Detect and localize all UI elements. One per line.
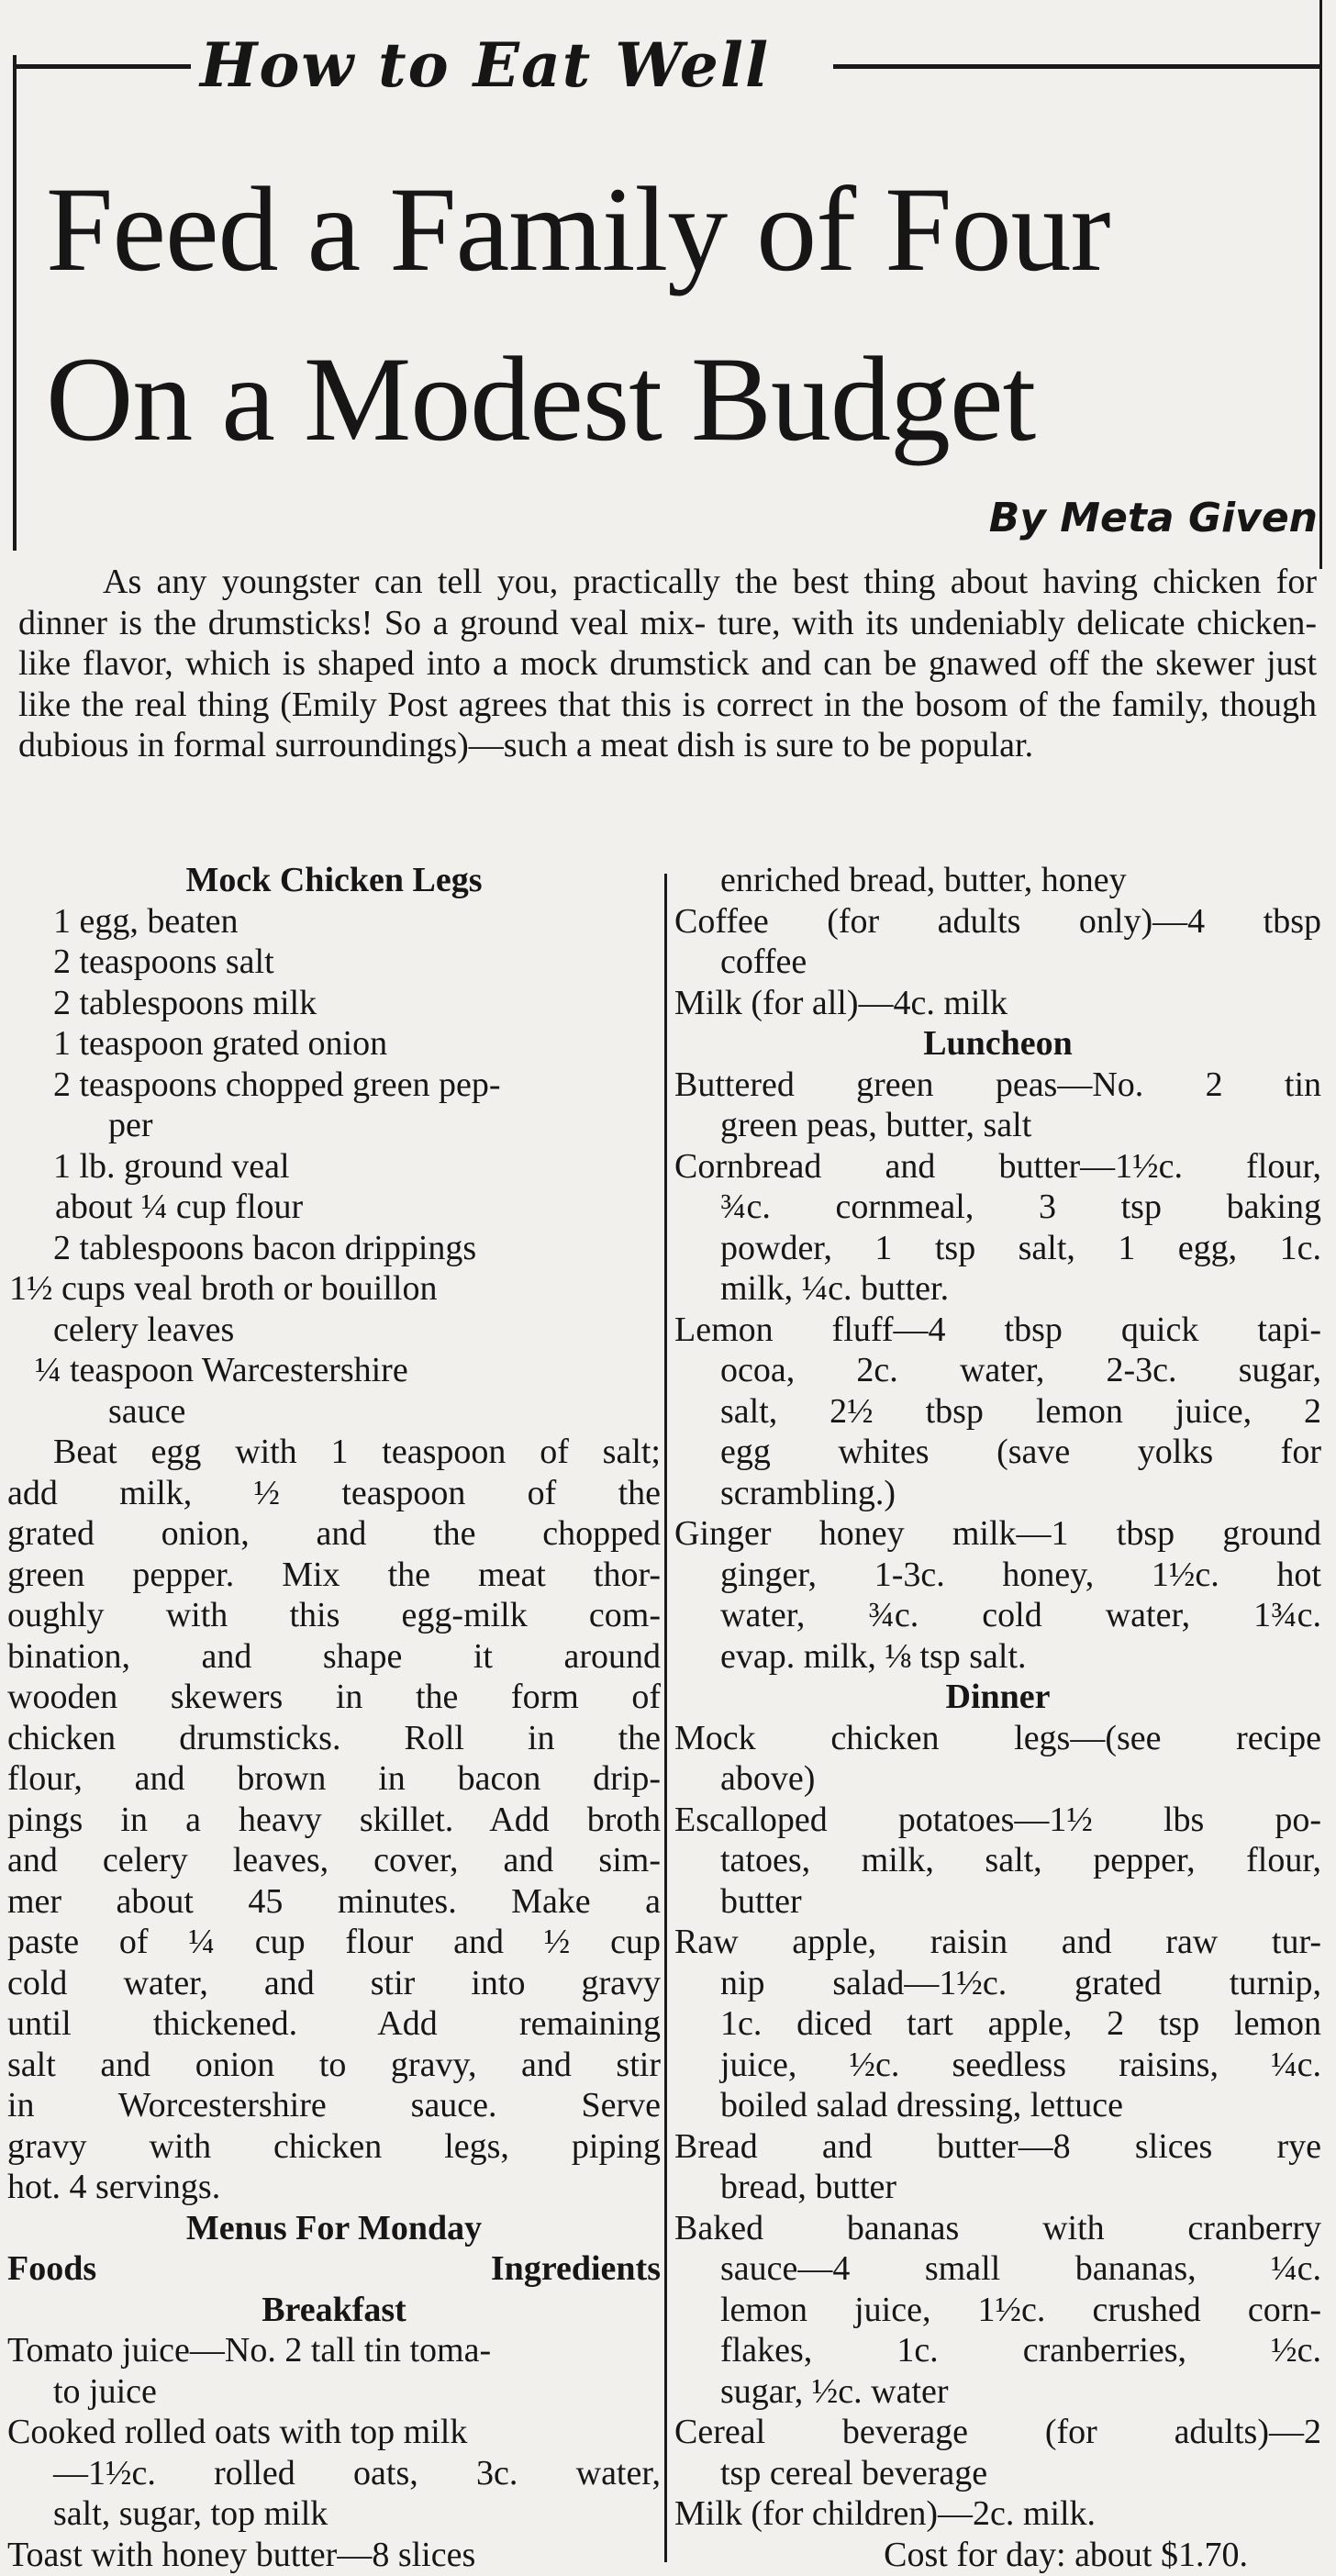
method-line: until thickened. Add remaining — [7, 2004, 661, 2043]
menu-line: Cooked rolled oats with top milk — [7, 2413, 468, 2451]
recipe-title: Mock Chicken Legs — [185, 861, 483, 899]
menu-line: butter — [720, 1881, 802, 1921]
menu-line: salt, 2½ tbsp lemon juice, 2 — [720, 1391, 1321, 1431]
recipe-method — [7, 1432, 661, 2208]
method-line: pings in a heavy skillet. Add broth — [7, 1800, 661, 1839]
headline-line-2: On a Modest Budget — [46, 331, 1036, 466]
ingredient-line: 1 egg, beaten — [53, 901, 239, 941]
menu-line: Bread and butter—8 slices rye — [674, 2126, 1321, 2166]
method-line: hot. 4 servings. — [7, 2168, 221, 2206]
ingredient-line: 1 teaspoon grated onion — [53, 1024, 388, 1063]
method-line: paste of ¼ cup flour and ½ cup — [7, 1923, 661, 1961]
menus-column-headers — [7, 2248, 661, 2290]
method-line: salt and onion to gravy, and stir — [7, 2045, 661, 2084]
menu-line: nip salad—1½c. grated turnip, — [720, 1963, 1321, 2002]
ingredient-line: celery leaves — [53, 1310, 235, 1349]
intro-line: As any youngster can tell you, practically the best thing about — [103, 563, 1029, 601]
menu-line: evap. milk, ⅛ tsp salt. — [720, 1636, 1027, 1676]
intro-line: bosom of the family, though dubious in formal surroundings)—such — [18, 685, 1317, 765]
byline: By Meta Given — [988, 495, 1318, 541]
ingredient-line: about ¼ cup flour — [55, 1188, 304, 1226]
intro-line: ture, with its undeniably delicate chicken-like flavor, which is — [18, 603, 1317, 684]
intro-line: shaped into a mock drumstick and can be gnawed off the skewer — [317, 644, 1255, 684]
menu-line: Milk (for all)—4c. milk — [674, 983, 1008, 1022]
menu-line: bread, butter — [720, 2168, 897, 2206]
menu-line: milk, ¼c. butter. — [720, 1269, 950, 1308]
menu-line: Lemon fluff—4 tbsp quick tapi- — [674, 1310, 1321, 1349]
ingredient-line: per — [108, 1106, 153, 1144]
ingredients-header: Ingredients — [490, 2249, 661, 2288]
ingredient-line: 1 lb. ground veal — [53, 1146, 290, 1186]
menu-line: water, ¾c. cold water, 1¾c. — [720, 1596, 1321, 1634]
ingredient-line: 2 teaspoons salt — [53, 942, 274, 981]
kicker-rule-right — [833, 64, 1319, 69]
ingredient-line: 2 tablespoons bacon drippings — [53, 1228, 477, 1267]
menu-line: green peas, butter, salt — [720, 1106, 1032, 1144]
ingredient-line: 1½ cups veal broth or bouillon — [9, 1269, 438, 1308]
method-line: cold water, and stir into gravy — [7, 1963, 661, 2002]
menu-line: Toast with honey butter—8 slices — [7, 2535, 476, 2574]
kicker-rule-left — [17, 64, 191, 69]
menu-line: Cereal beverage (for adults)—2 — [674, 2413, 1321, 2451]
luncheon-title: Luncheon — [923, 1024, 1073, 1063]
menu-line: enriched bread, butter, honey — [720, 861, 1127, 899]
menu-line: ¾c. cornmeal, 3 tsp baking — [720, 1188, 1321, 1226]
method-line: chicken drumsticks. Roll in the — [7, 1718, 661, 1757]
menu-line: —1½c. rolled oats, 3c. water, — [53, 2453, 661, 2492]
method-line: Beat egg with 1 teaspoon of salt; — [53, 1433, 661, 1471]
menu-line: salt, sugar, top milk — [53, 2494, 328, 2533]
menu-line: tatoes, milk, salt, pepper, flour, — [720, 1841, 1321, 1879]
dinner-title: Dinner — [945, 1678, 1051, 1716]
method-line: add milk, ½ teaspoon of the — [7, 1473, 661, 1512]
menu-line: Mock chicken legs—(see recipe — [674, 1718, 1321, 1757]
menu-line: flakes, 1c. cranberries, ½c. — [720, 2331, 1321, 2370]
menu-line: 1c. diced tart apple, 2 tsp lemon — [720, 2004, 1321, 2043]
daily-cost: Cost for day: about $1.70. — [884, 2535, 1248, 2574]
ingredient-line: 2 teaspoons chopped green pep- — [53, 1065, 501, 1104]
method-line: in Worcestershire sauce. Serve — [7, 2086, 661, 2124]
menu-line: egg whites (save yolks for — [720, 1433, 1321, 1471]
menu-line: powder, 1 tsp salt, 1 egg, 1c. — [720, 1228, 1321, 1267]
menu-line: Buttered green peas—No. 2 tin — [674, 1065, 1321, 1104]
ingredient-line: 2 tablespoons milk — [53, 983, 317, 1022]
method-line: bination, and shape it around — [7, 1636, 661, 1676]
headline-line-1: Feed a Family of Four — [46, 162, 1110, 296]
intro-line: just like the real thing (Emily Post agrees that this is correct in the — [18, 644, 1318, 724]
menu-line: Escalloped potatoes—1½ lbs po- — [674, 1800, 1321, 1839]
method-line: green pepper. Mix the meat thor- — [7, 1555, 661, 1594]
column-divider — [664, 874, 667, 2562]
method-line: and celery leaves, cover, and sim- — [7, 1841, 661, 1879]
frame-rule-left — [13, 55, 17, 551]
menu-line: Coffee (for adults only)—4 tbsp — [674, 901, 1321, 941]
method-line: grated onion, and the chopped — [7, 1514, 661, 1553]
menu-line: above) — [720, 1759, 816, 1798]
menu-line: Milk (for children)—2c. milk. — [674, 2494, 1097, 2533]
intro-line: a meat dish is sure to be popular. — [575, 726, 1034, 765]
method-line: oughly with this egg-milk com- — [7, 1596, 661, 1634]
menu-line: scrambling.) — [720, 1473, 896, 1512]
method-line: gravy with chicken legs, piping — [7, 2126, 661, 2166]
menu-line: sugar, ½c. water — [720, 2371, 949, 2411]
intro-line: having chicken for dinner is the drumsticks! So a ground veal mix- — [18, 563, 1317, 642]
menu-line: Raw apple, raisin and raw tur- — [674, 1923, 1321, 1961]
menu-line: Tomato juice—No. 2 tall tin toma- — [7, 2331, 492, 2370]
right-column — [674, 860, 1321, 2575]
method-line: flour, and brown in bacon drip- — [7, 1759, 661, 1798]
method-line: wooden skewers in the form of — [7, 1678, 661, 1716]
kicker-row — [17, 20, 1319, 112]
menu-line: sauce—4 small bananas, ¼c. — [720, 2249, 1321, 2288]
menu-line: juice, ½c. seedless raisins, ¼c. — [720, 2045, 1321, 2084]
menu-line: coffee — [720, 942, 807, 981]
menu-line: ocoa, 2c. water, 2-3c. sugar, — [720, 1351, 1321, 1389]
ingredient-line: ¼ teaspoon Warcestershire — [35, 1351, 408, 1389]
menu-line: boiled salad dressing, lettuce — [720, 2086, 1123, 2124]
method-line: mer about 45 minutes. Make a — [7, 1881, 661, 1921]
menus-title: Menus For Monday — [185, 2208, 483, 2247]
foods-header: Foods — [7, 2249, 97, 2288]
menu-line: lemon juice, 1½c. crushed corn- — [720, 2290, 1321, 2329]
left-column — [7, 860, 661, 2575]
intro-paragraph — [18, 562, 1317, 766]
menu-line: Baked bananas with cranberry — [674, 2208, 1321, 2247]
breakfast-title: Breakfast — [262, 2290, 406, 2329]
menu-line: Cornbread and butter—1½c. flour, — [674, 1146, 1321, 1186]
menu-line: Ginger honey milk—1 tbsp ground — [674, 1514, 1321, 1553]
menu-line: tsp cereal beverage — [720, 2453, 988, 2492]
ingredient-line: sauce — [108, 1391, 186, 1431]
menu-line: ginger, 1-3c. honey, 1½c. hot — [720, 1555, 1321, 1594]
menu-line: to juice — [53, 2371, 157, 2411]
column-kicker: How to Eat Well — [200, 29, 771, 101]
